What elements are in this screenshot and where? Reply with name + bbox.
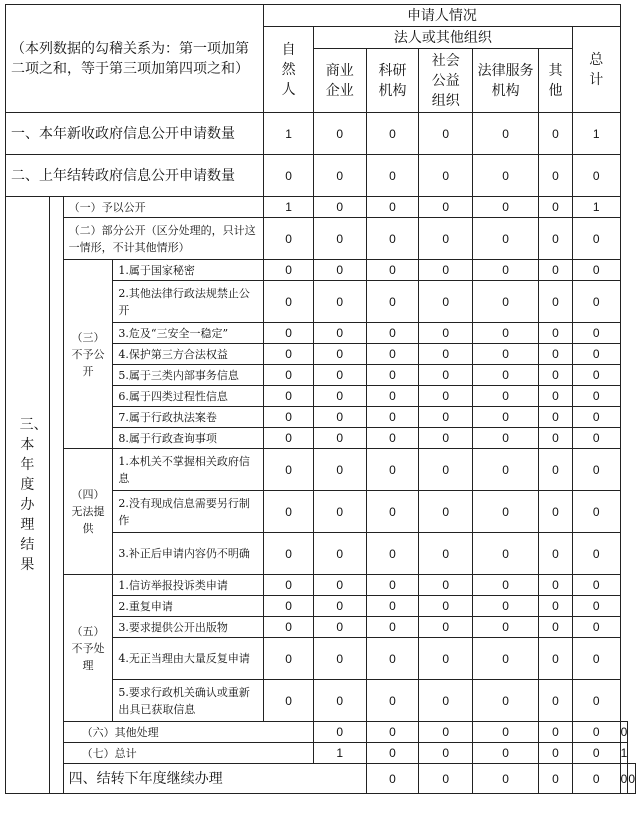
cell-value: 0 [572,617,620,638]
cell-value: 0 [366,113,419,155]
cell-value: 0 [313,407,366,428]
cell-value: 0 [313,386,366,407]
cell-value: 0 [473,218,539,260]
cell-value: 1 [572,113,620,155]
cell-value: 0 [473,449,539,491]
cell-value: 0 [473,764,539,794]
cell-value: 0 [366,386,419,407]
table-row [6,764,636,794]
cell-value: 0 [366,743,419,764]
row-label: 4.无正当理由大量反复申请 [113,638,264,680]
cell-value: 0 [539,323,573,344]
cell-value: 0 [473,281,539,323]
row-label: （六）其他处理 [63,722,313,743]
row-label: 1.信访举报投诉类申请 [113,575,264,596]
row-label: 8.属于行政查询事项 [113,428,264,449]
cell-value: 0 [313,365,366,386]
cell-value: 0 [419,323,473,344]
cell-value: 0 [419,764,473,794]
cell-value: 0 [313,113,366,155]
cell-value: 0 [473,617,539,638]
cell-value: 0 [539,281,573,323]
cell-value: 0 [264,575,314,596]
row-label: 四、结转下年度继续办理 [63,764,366,794]
cell-value: 0 [539,197,573,218]
cell-value: 0 [539,449,573,491]
cell-value: 0 [366,365,419,386]
cell-value: 0 [539,764,573,794]
cell-value: 0 [313,155,366,197]
cell-value: 0 [572,596,620,617]
group-label-not-processed: （五）不予处理 [63,575,113,722]
cell-value: 0 [419,575,473,596]
cell-value: 0 [539,218,573,260]
cell-value: 0 [313,218,366,260]
cell-value: 0 [473,722,539,743]
cell-value: 0 [313,260,366,281]
cell-value: 0 [313,197,366,218]
cell-value: 0 [264,407,314,428]
row-label: 3.补正后申请内容仍不明确 [113,533,264,575]
cell-value: 0 [473,365,539,386]
cell-value: 0 [313,449,366,491]
cell-value: 0 [419,428,473,449]
cell-value: 0 [419,617,473,638]
cell-value: 0 [539,617,573,638]
cell-value: 0 [572,491,620,533]
cell-value: 0 [572,155,620,197]
cell-value: 0 [366,323,419,344]
table-row [6,155,636,197]
cell-value: 1 [264,197,314,218]
row-label: 1.属于国家秘密 [113,260,264,281]
business-header: 商业企业 [313,49,366,113]
cell-value: 1 [313,743,366,764]
cell-value: 0 [264,638,314,680]
cell-value: 0 [313,722,366,743]
cell-value: 0 [419,533,473,575]
row-label: 一、本年新收政府信息公开申请数量 [6,113,264,155]
row-label: 5.要求行政机关确认或重新出具已获取信息 [113,680,264,722]
cell-value: 0 [366,449,419,491]
cell-value: 0 [473,197,539,218]
cell-value: 0 [572,764,620,794]
cell-value: 0 [313,281,366,323]
cell-value: 0 [366,407,419,428]
cell-value: 1 [620,743,628,764]
cell-value: 0 [366,344,419,365]
cell-value: 0 [572,344,620,365]
cell-value: 0 [264,680,314,722]
cell-value: 0 [539,386,573,407]
cell-value: 0 [264,617,314,638]
table-row [6,722,636,743]
cell-value: 0 [313,617,366,638]
cell-value: 0 [264,596,314,617]
cell-value: 0 [473,113,539,155]
cell-value: 0 [539,344,573,365]
cell-value: 0 [419,113,473,155]
cell-value: 0 [473,323,539,344]
cell-value: 0 [313,533,366,575]
cell-value: 0 [419,281,473,323]
cell-value: 0 [419,260,473,281]
row-label: 2.没有现成信息需要另行制作 [113,491,264,533]
cell-value: 0 [572,428,620,449]
cell-value: 0 [628,764,636,794]
cell-value: 0 [366,764,419,794]
cell-value: 0 [419,491,473,533]
cell-value: 0 [419,386,473,407]
cell-value: 0 [539,428,573,449]
row-label: 3.危及“三安全一稳定” [113,323,264,344]
row-label: （七）总计 [63,743,313,764]
legal-service-header: 法律服务机构 [473,49,539,113]
cell-value: 0 [572,260,620,281]
cell-value: 0 [539,680,573,722]
cell-value: 0 [313,344,366,365]
cell-value: 0 [366,680,419,722]
table-row [6,449,636,491]
cell-value: 1 [264,113,314,155]
cell-value: 0 [473,386,539,407]
cell-value: 0 [419,638,473,680]
relation-note: （本列数据的勾稽关系为：第一项加第二项之和，等于第三项加第四项之和） [6,5,264,113]
row-label: 1.本机关不掌握相关政府信息 [113,449,264,491]
cell-value: 0 [572,365,620,386]
cell-value: 0 [572,722,620,743]
social-header: 社会公益组织 [419,49,473,113]
cell-value: 0 [473,533,539,575]
cell-value: 0 [539,113,573,155]
cell-value: 0 [572,575,620,596]
cell-value: 0 [539,155,573,197]
cell-value: 0 [572,449,620,491]
row-label: （二）部分公开（区分处理的，只计这一情形，不计其他情形） [63,218,264,260]
cell-value: 0 [620,722,628,743]
cell-value: 0 [419,218,473,260]
cell-value: 0 [473,596,539,617]
cell-value: 0 [264,323,314,344]
cell-value: 0 [539,638,573,680]
table-row [6,218,636,260]
cell-value: 0 [366,533,419,575]
cell-value: 0 [264,491,314,533]
group-label-unavailable: （四）无法提供 [63,449,113,575]
cell-value: 0 [313,596,366,617]
cell-value: 0 [473,491,539,533]
cell-value: 0 [419,680,473,722]
cell-value: 0 [419,197,473,218]
cell-value: 0 [366,575,419,596]
cell-value: 0 [366,260,419,281]
cell-value: 0 [539,743,573,764]
cell-value: 0 [313,638,366,680]
legal-group-header: 法人或其他组织 [313,27,572,49]
cell-value: 0 [473,344,539,365]
research-header: 科研机构 [366,49,419,113]
cell-value: 0 [572,743,620,764]
natural-person-header: 自然人 [264,27,314,113]
cell-value: 0 [539,596,573,617]
table-row [6,197,636,218]
cell-value: 0 [313,491,366,533]
cell-value: 0 [366,491,419,533]
cell-value: 0 [264,281,314,323]
row-label: 6.属于四类过程性信息 [113,386,264,407]
row-label: 二、上年结转政府信息公开申请数量 [6,155,264,197]
cell-value: 0 [419,449,473,491]
row-label: 5.属于三类内部事务信息 [113,365,264,386]
cell-value: 0 [572,533,620,575]
cell-value: 0 [264,449,314,491]
row-label: 3.要求提供公开出版物 [113,617,264,638]
cell-value: 0 [419,743,473,764]
cell-value: 0 [419,365,473,386]
cell-value: 0 [366,428,419,449]
cell-value: 0 [572,323,620,344]
cell-value: 0 [366,638,419,680]
cell-value: 0 [539,407,573,428]
cell-value: 0 [539,491,573,533]
cell-value: 0 [264,428,314,449]
cell-value: 0 [313,428,366,449]
cell-value: 0 [366,596,419,617]
cell-value: 0 [419,596,473,617]
cell-value: 0 [473,638,539,680]
cell-value: 0 [539,365,573,386]
cell-value: 0 [473,155,539,197]
information-disclosure-table [5,4,636,794]
other-header: 其他 [539,49,573,113]
cell-value: 0 [313,680,366,722]
cell-value: 0 [366,197,419,218]
cell-value: 0 [620,764,628,794]
cell-value: 0 [264,260,314,281]
table-row [6,575,636,596]
results-group-label: 三、本年度办理结果 [6,197,50,794]
table-row [6,743,636,764]
cell-value: 0 [572,680,620,722]
cell-value: 0 [313,323,366,344]
cell-value: 0 [419,722,473,743]
cell-value: 0 [264,218,314,260]
cell-value: 0 [539,533,573,575]
cell-value: 0 [366,218,419,260]
cell-value: 0 [419,407,473,428]
cell-value: 0 [366,617,419,638]
cell-value: 0 [473,575,539,596]
cell-value: 0 [572,386,620,407]
cell-value: 0 [366,155,419,197]
cell-value: 0 [264,155,314,197]
cell-value: 0 [572,281,620,323]
cell-value: 0 [539,260,573,281]
cell-value: 0 [264,365,314,386]
cell-value: 1 [572,197,620,218]
cell-value: 0 [264,386,314,407]
cell-value: 0 [264,344,314,365]
total-header: 总计 [572,27,620,113]
group-label-withheld: （三）不予公开 [63,260,113,449]
cell-value: 0 [366,722,419,743]
cell-value: 0 [473,407,539,428]
spacer-cell [49,197,63,794]
cell-value: 0 [572,407,620,428]
cell-value: 0 [313,575,366,596]
cell-value: 0 [572,638,620,680]
table-row [6,113,636,155]
cell-value: 0 [419,344,473,365]
row-label: 7.属于行政执法案卷 [113,407,264,428]
row-label: 2.重复申请 [113,596,264,617]
row-label: （一）予以公开 [63,197,264,218]
cell-value: 0 [264,533,314,575]
row-label: 2.其他法律行政法规禁止公开 [113,281,264,323]
cell-value: 0 [419,155,473,197]
cell-value: 0 [473,680,539,722]
table-row [6,260,636,281]
cell-value: 0 [473,743,539,764]
cell-value: 0 [572,218,620,260]
applicant-header: 申请人情况 [264,5,620,27]
cell-value: 0 [366,281,419,323]
cell-value: 0 [539,722,573,743]
row-label: 4.保护第三方合法权益 [113,344,264,365]
cell-value: 0 [473,428,539,449]
cell-value: 0 [473,260,539,281]
cell-value: 0 [539,575,573,596]
